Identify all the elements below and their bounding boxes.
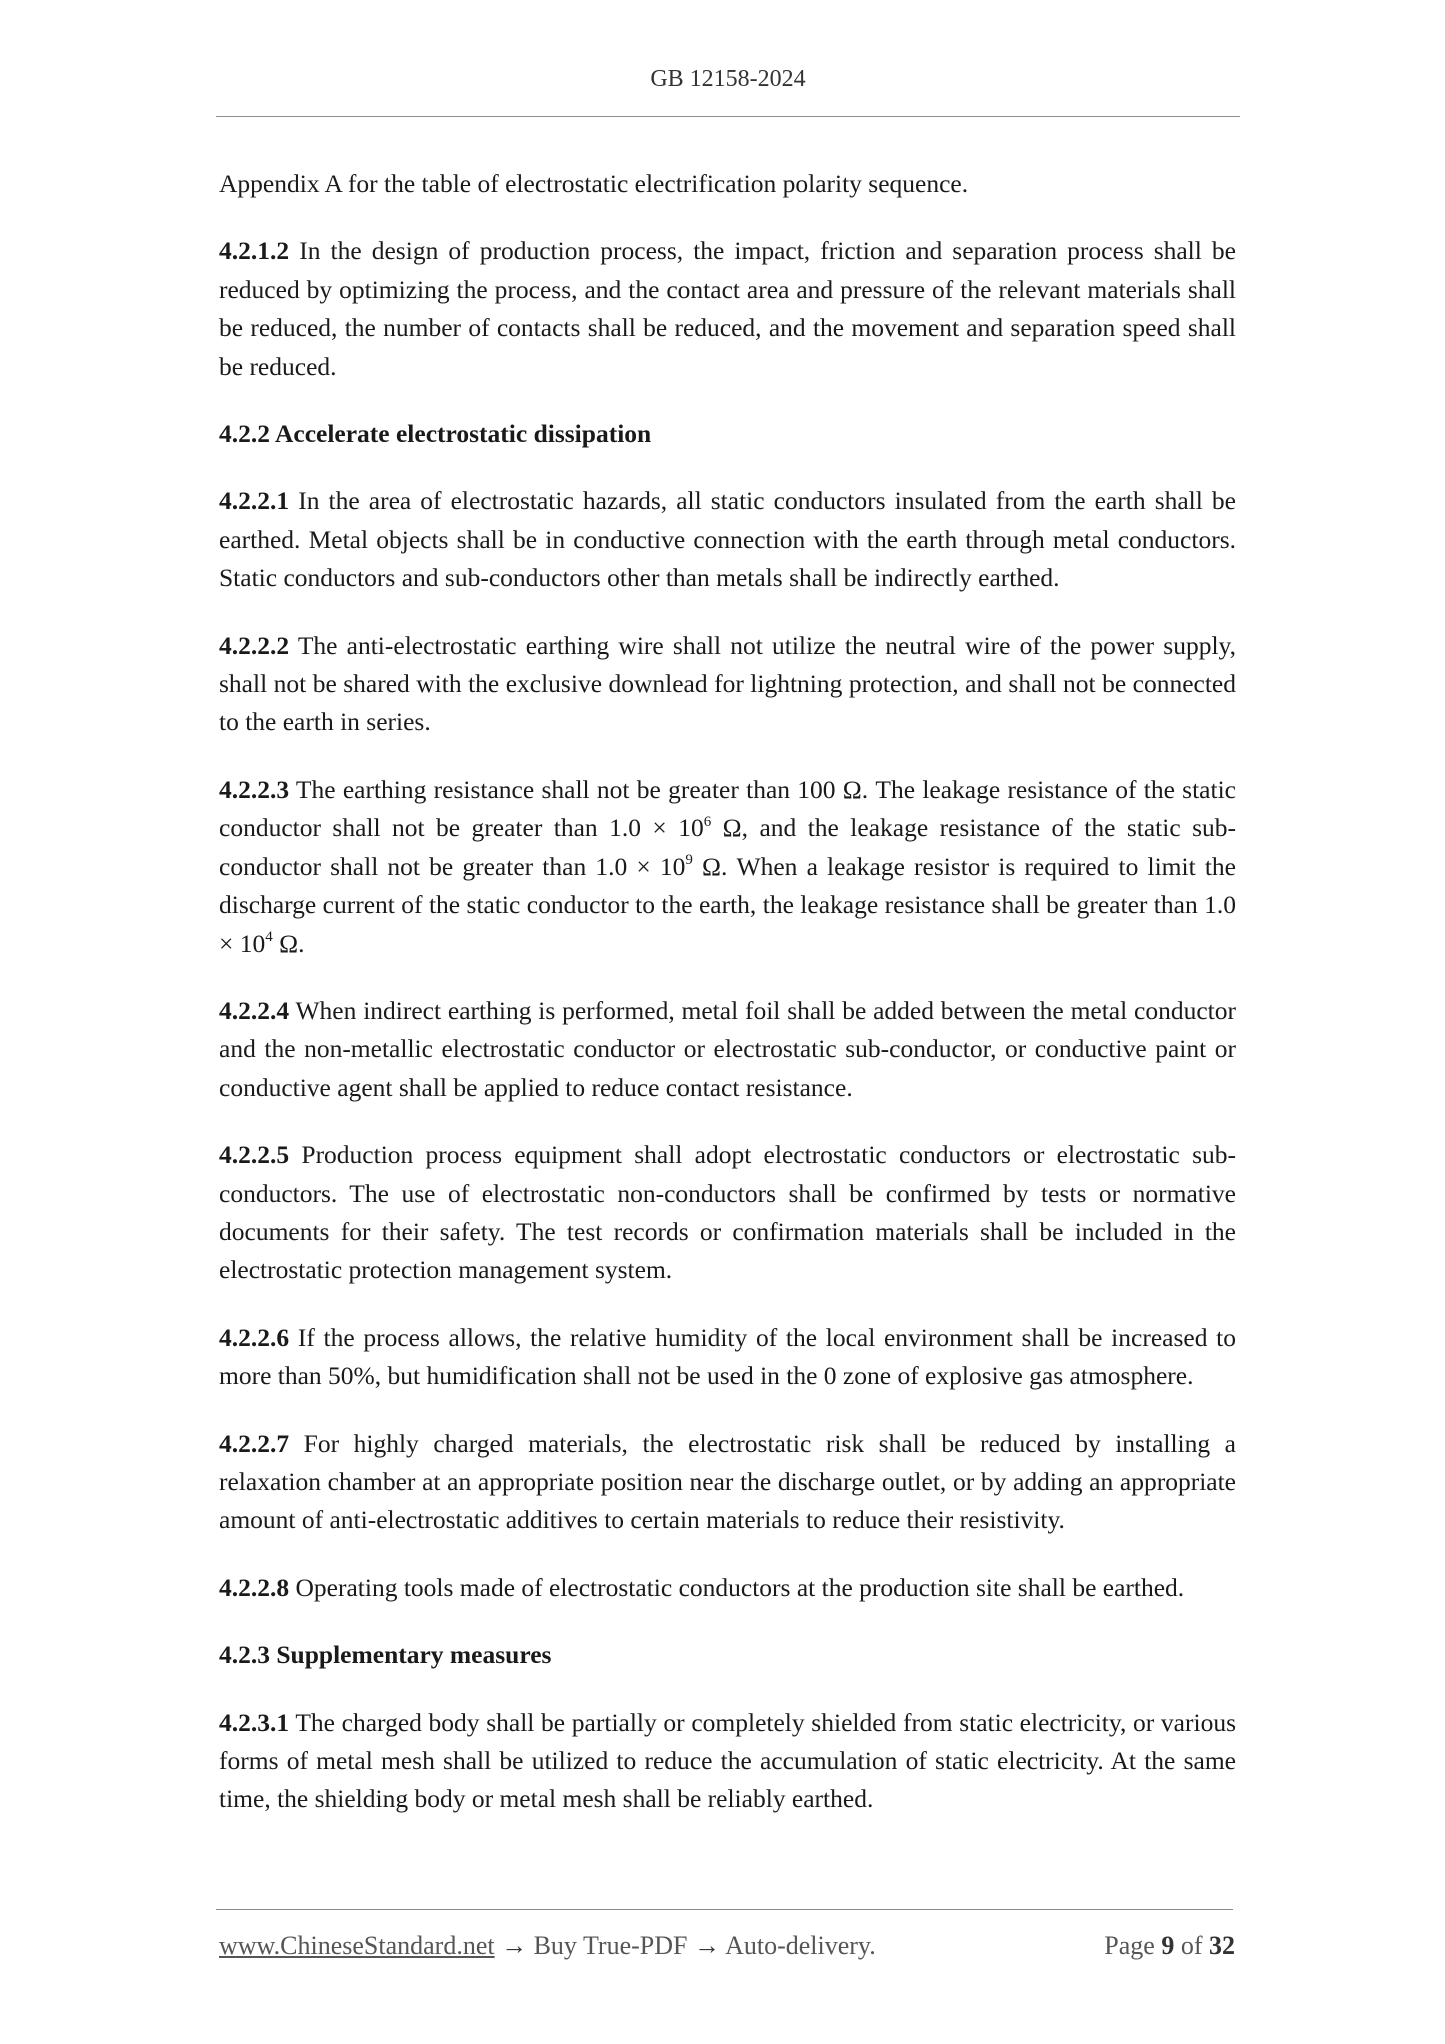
clause-number: 4.2.2.6 xyxy=(219,1322,290,1352)
footer-divider xyxy=(216,1909,1233,1910)
clause-paragraph xyxy=(219,232,1236,386)
buy-pdf-text: Buy True-PDF xyxy=(533,1931,688,1960)
clause-paragraph xyxy=(219,992,1236,1107)
of-label: of xyxy=(1180,1931,1203,1960)
section-heading: 4.2.3 Supplementary measures xyxy=(219,1640,552,1670)
arrow-right-icon: → xyxy=(494,1931,534,1960)
clause-text: Ω. xyxy=(272,928,305,958)
clause-paragraph xyxy=(219,165,1236,203)
exponent: 9 xyxy=(685,852,693,869)
section-heading: 4.2.2 Accelerate electrostatic dissipation xyxy=(219,419,652,449)
clause-number: 4.2.2.7 xyxy=(219,1428,290,1458)
clause-text: Ω, and the leakage resistance of the static sub-conductor shall not be greater than 1.0 × 10 xyxy=(219,813,1236,881)
clause-text: Production process equipment shall adopt electrostatic conductors or electrostatic sub-conductors. The use of electrostatic non-conductors shall be confirmed by tests or normative documents for their safety. The test records or confirmation materials shall be included in the electrostatic protection management system. xyxy=(219,1140,1236,1285)
clause-number: 4.2.2.2 xyxy=(219,630,290,660)
clause-number: 4.2.2.3 xyxy=(219,774,290,804)
clause-paragraph xyxy=(219,1425,1236,1540)
clause-text: In the area of electrostatic hazards, all static conductors insulated from the earth shall be earthed. Metal objects shall be in conductive connection with the earth through metal conductors. Static conductors and sub-conductors other than metals shall be indirectly earthed. xyxy=(219,486,1236,593)
clause-paragraph xyxy=(219,482,1236,597)
clause-number: 4.2.2.5 xyxy=(219,1140,290,1170)
clause-text: When indirect earthing is performed, metal foil shall be added between the metal conductor and the non-metallic electrostatic conductor or electrostatic sub-conductor, or conductive paint or conductive agent shall be applied to reduce contact resistance. xyxy=(219,995,1236,1102)
clause-text: Operating tools made of electrostatic conductors at the production site shall be earthed. xyxy=(289,1572,1185,1602)
clause-text: The earthing resistance shall not be greater than 100 Ω. The leakage resistance of the static conductor shall not be greater than 1.0 × 10 xyxy=(219,774,1236,843)
clause-text: The charged body shall be partially or completely shielded from static electricity, or various forms of metal mesh shall be utilized to reduce the accumulation of static electricity. At the same time, the shielding body or metal mesh shall be reliably earthed. xyxy=(219,1707,1236,1814)
document-header: GB 12158-2024 xyxy=(650,66,806,92)
page-label: Page xyxy=(1104,1931,1155,1960)
clause-number: 4.2.2.1 xyxy=(219,486,290,516)
clause-number: 4.2.2.8 xyxy=(219,1572,290,1602)
header-divider xyxy=(216,116,1240,117)
clause-paragraph xyxy=(219,627,1236,742)
clause-text: For highly charged materials, the electrostatic risk shall be reduced by installing a relaxation chamber at an appropriate position near the discharge outlet, or by adding an appropriate amount of anti-electrostatic additives to certain materials to reduce their resistivity. xyxy=(219,1428,1236,1535)
clause-number: 4.2.2.4 xyxy=(219,995,290,1025)
clause-text: If the process allows, the relative humidity of the local environment shall be increased to more than 50%, but humidification shall not be used in the 0 zone of explosive gas atmosphere. xyxy=(219,1322,1236,1391)
footer-promo xyxy=(219,1931,876,1961)
clause-paragraph xyxy=(219,1569,1236,1607)
page-number xyxy=(1104,1931,1235,1961)
total-pages: 32 xyxy=(1209,1931,1235,1960)
clause-paragraph xyxy=(219,1704,1236,1819)
clause-text: The anti-electrostatic earthing wire shall not utilize the neutral wire of the power supply, shall not be shared with the exclusive downlead for lightning protection, and shall not be connected to the earth in series. xyxy=(219,630,1236,737)
clause-text: Ω. When a leakage resistor is required to limit the discharge current of the static conductor to the earth, the leakage resistance shall be greater than 1.0 × 10 xyxy=(219,851,1236,958)
exponent: 4 xyxy=(265,929,273,945)
current-page: 9 xyxy=(1161,1931,1175,1960)
website-link[interactable]: www.ChineseStandard.net xyxy=(219,1931,495,1960)
exponent: 6 xyxy=(703,813,712,830)
clause-paragraph xyxy=(219,771,1236,963)
clause-text: Appendix A for the table of electrostatic electrification polarity sequence. xyxy=(219,169,969,198)
clause-paragraph xyxy=(219,1136,1236,1290)
arrow-right-icon: → xyxy=(687,1931,726,1960)
clause-number: 4.2.3.1 xyxy=(219,1707,290,1737)
clause-paragraph xyxy=(219,1319,1236,1396)
document-body xyxy=(219,165,1236,1848)
auto-delivery-text: Auto-delivery. xyxy=(725,1931,876,1960)
clause-text: In the design of production process, the impact, friction and separation process shall be reduced by optimizing the process, and the contact area and pressure of the relevant materials shall be reduced, the number of contacts shall be reduced, and the movement and separation speed shall be reduced. xyxy=(219,236,1236,381)
clause-number: 4.2.1.2 xyxy=(219,236,290,266)
